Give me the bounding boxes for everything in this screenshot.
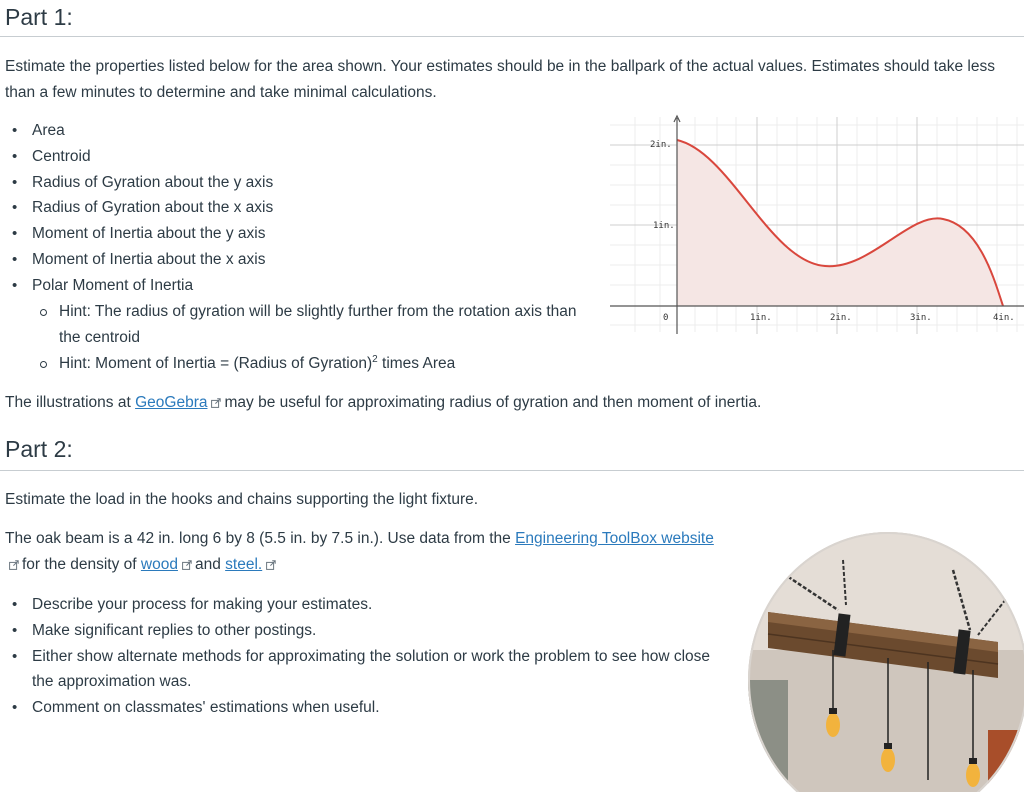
wood-link[interactable]: wood xyxy=(140,556,178,573)
part1-divider xyxy=(0,36,1024,37)
part1-title: Part 1: xyxy=(5,4,73,30)
external-link-icon xyxy=(211,398,221,408)
illus-suffix: may be useful for approximating radius of gyration and then moment of inertia. xyxy=(224,394,762,411)
area-graph xyxy=(610,112,1024,338)
hint-moment-of-inertia xyxy=(5,351,585,377)
instruction-item-3: • Either show alternate methods for approximating the solution or work the problem to see how close the approximation was. xyxy=(5,644,715,696)
part2-task: Estimate the load in the hooks and chains supporting the light fixture. xyxy=(5,491,479,508)
instruction-item-4: • Comment on classmates' estimations when useful. xyxy=(5,695,715,721)
property-item-5: • Moment of Inertia about the y axis xyxy=(5,221,605,247)
x-tick-0: 0 xyxy=(663,313,669,323)
x-tick-4in: 4in. xyxy=(993,313,1015,323)
geogebra-link[interactable]: GeoGebra xyxy=(135,394,208,411)
property-item-1: • Area xyxy=(5,118,605,144)
property-item-2: • Centroid xyxy=(5,144,605,170)
y-tick-2in: 2in. xyxy=(650,140,672,150)
property-item-3: • Radius of Gyration about the y axis xyxy=(5,170,605,196)
x-tick-3in: 3in. xyxy=(910,313,932,323)
engineering-toolbox-link[interactable]: Engineering ToolBox website xyxy=(515,530,714,547)
light-fixture-photo xyxy=(748,530,1024,792)
instruction-item-2: • Make significant replies to other postings. xyxy=(5,618,715,644)
hint-radius-of-gyration: Hint: The radius of gyration will be slightly further from the rotation axis than the centroid xyxy=(5,299,585,351)
part2-instruction-list xyxy=(5,592,715,721)
hint2-exponent: 2 xyxy=(372,353,378,365)
beam-description xyxy=(5,526,720,578)
property-item-6: • Moment of Inertia about the x axis xyxy=(5,247,605,273)
illus-prefix: The illustrations at xyxy=(5,394,136,411)
external-link-icon xyxy=(266,560,276,570)
part1-hint-list xyxy=(5,299,585,376)
y-tick-1in: 1in. xyxy=(653,221,675,231)
steel-link[interactable]: steel. xyxy=(225,556,263,573)
hint2-prefix: Hint: Moment of Inertia = (Radius of Gyration) xyxy=(59,354,373,372)
beam-middle: for the density of xyxy=(22,556,141,573)
and-text: and xyxy=(194,556,226,573)
x-tick-2in: 2in. xyxy=(830,313,852,323)
property-item-7: • Polar Moment of Inertia xyxy=(5,273,605,299)
illustrations-note xyxy=(5,390,1005,416)
part1-intro: Estimate the properties listed below for the area shown. Your estimates should be in the ballpark of the actual values. Estimates should take less than a few minutes to determine and take minimal calculations. xyxy=(5,58,995,101)
x-tick-1in: 1in. xyxy=(750,313,772,323)
external-link-icon xyxy=(9,560,19,570)
instruction-item-1: • Describe your process for making your estimates. xyxy=(5,592,715,618)
beam-prefix: The oak beam is a 42 in. long 6 by 8 (5.5 in. by 7.5 in.). Use data from the xyxy=(5,530,516,547)
property-item-4: • Radius of Gyration about the x axis xyxy=(5,195,605,221)
hint2-suffix: times Area xyxy=(377,354,456,372)
part1-property-list xyxy=(5,118,605,299)
part2-title: Part 2: xyxy=(5,436,73,462)
part2-divider xyxy=(0,470,1024,471)
external-link-icon xyxy=(182,560,192,570)
